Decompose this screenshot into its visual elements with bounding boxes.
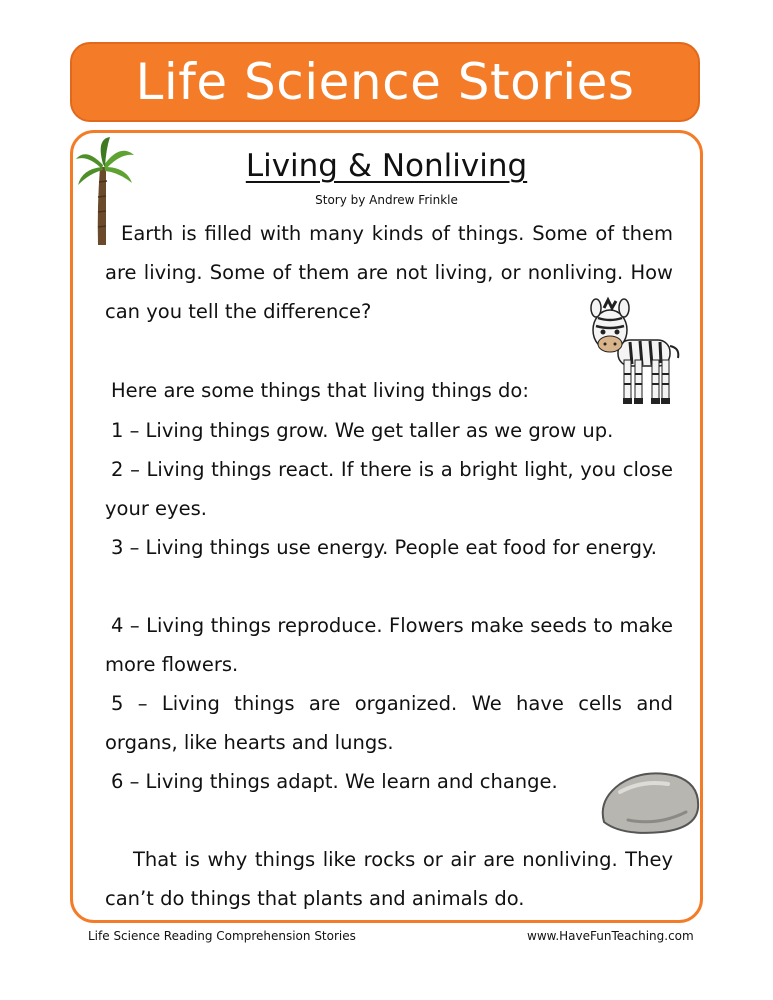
list-item-energy: 3 – Living things use energy. People eat food for energy. (111, 536, 657, 559)
list-item-react: 2 – Living things react. If there is a bright light, you close your eyes. (105, 458, 673, 520)
living-things-intro: Here are some things that living things do: (111, 379, 529, 402)
story-conclusion: That is why things like rocks or air are nonliving. They can’t do things that plants and animals do. (105, 848, 673, 910)
header-banner (70, 42, 700, 122)
list-item-organized: 5 – Living things are organized. We have cells and organs, like hearts and lungs. (105, 692, 673, 754)
list-item-reproduce: 4 – Living things reproduce. Flowers make seeds to make more flowers. (105, 614, 673, 676)
story-paragraph-1: Earth is filled with many kinds of things. Some of them are living. Some of them are not living, or nonliving. How can you tell the difference? (105, 222, 673, 323)
footer-series-title: Life Science Reading Comprehension Stories (88, 929, 356, 943)
story-byline: Story by Andrew Frinkle (315, 193, 458, 207)
list-item-adapt: 6 – Living things adapt. We learn and change. (111, 770, 558, 793)
banner-title: Life Science Stories (135, 53, 635, 111)
list-item-grow: 1 – Living things grow. We get taller as we grow up. (111, 419, 614, 442)
story-title: Living & Nonliving (245, 148, 528, 184)
footer-website-link[interactable]: www.HaveFunTeaching.com (527, 929, 694, 943)
